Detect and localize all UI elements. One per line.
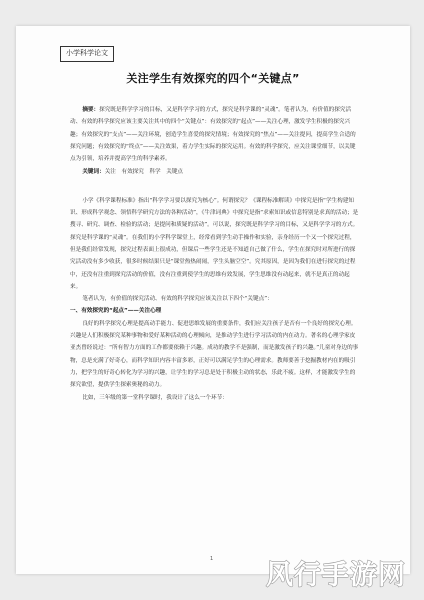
keywords-label: 关键词： — [82, 169, 105, 176]
category-tag: 小学科学论文 — [60, 46, 114, 62]
keywords-paragraph — [70, 166, 360, 178]
paper-title: 关注学生有效探究的四个“关键点” — [126, 72, 300, 85]
example-paragraph: 比如，三年级的第一堂科学课时，我设计了这么一个环节： — [82, 394, 228, 401]
page-number: 1 — [210, 556, 214, 562]
section-1-paragraph: 良好的科学探究心理是提高动手能力、促进思维发展的重要条件，我们应关注孩子是否有一个良好的探究心理。兴趣是人们积极探究某种事物和爱好某种活动的心理倾向，是推动学生进行学习活动的内在动力。著名的心理学家皮亚杰曾经说过：“所有智力方面的工作都要依赖于兴趣。成功的教学不是强制，而是激发孩子的兴趣。”儿童对身边的事物，总是充满了好奇心，而科学知识内容丰富多彩，正好可以满足学生的心理需求。教师要善于挖掘教材内在的吸引力，把学生的好奇心转化为学习的兴趣，让学生的学习总是处于积极主动的状态，乐此不疲。这样，才能激发学生的探究欲望，提供学生探索奥秘的动力。 — [70, 320, 359, 389]
key-points-paragraph: 笔者认为，有价值的探究活动、有效的科学探究应该关注以下四个“关键点”： — [82, 296, 273, 303]
svg-text:风行手游网: 风行手游网 — [266, 560, 406, 591]
site-watermark-logo — [260, 548, 410, 596]
section-heading-1: 一、有效探究的“起点”——关注心理 — [70, 308, 162, 315]
abstract-paragraph — [70, 104, 360, 165]
paper-body — [70, 104, 360, 404]
abstract-label: 摘要： — [82, 107, 100, 113]
keywords-text: 关注 有效探究 科学 关键点 — [104, 169, 184, 176]
abstract-text: 探究既是科学学习的目标，又是科学学习的方式，探究是科学课的“灵魂”。笔者认为，有价值的探究活动、有效的科学探究应该主要关注其中的四个“关键点”：有效探究的“起点”——关注心理，激发学生积极的探究兴趣；有效探究的“支点”——关注环境，创造学生喜爱的探究情境；有效探究的“焦点”——关注提问，提高学生合适的探究问题；有效探究的“终点”——关注效果，着力学生实际的探究运用。有效的科学探究，应关注课堂细节，以关键点为引领，培养并提高学生的科学素养。 — [70, 107, 356, 163]
intro-paragraph: 小学《科学课程标准》指出“科学学习要以探究为核心”。何谓探究？《课程标准解读》中探究是指“学生构建知识、形成科学观念、领悟科学研究方法的各种活动”，《牛津词典》中探究是指“求索知识或信息特别是求真的活动；是搜寻、研究、调查、检验的活动；是提问和质疑的活动”。可以说，探究既是科学学习的目标，又是科学学习的方式。探究是科学课的“灵魂”。在我们的小学科学课堂上，经常看到学生动手操作和实验，亲身经历一个又一个探究过程，但是我们经常发现，探究过程表面上很成功，但课后一些学生还是不知道自己做了什么，学生在探究时对所进行的探究活动没有多少收获，很多时候结果只是“课堂热热闹闹，学生头脑空空”。究其原因，是因为我们在进行探究的过程中，还没有注重到探究活动的价值，没有注重到使学生的思维有效发展，学生思维没有动起来，就不是真正的动起来。 — [70, 197, 359, 290]
document-page — [16, 26, 410, 574]
